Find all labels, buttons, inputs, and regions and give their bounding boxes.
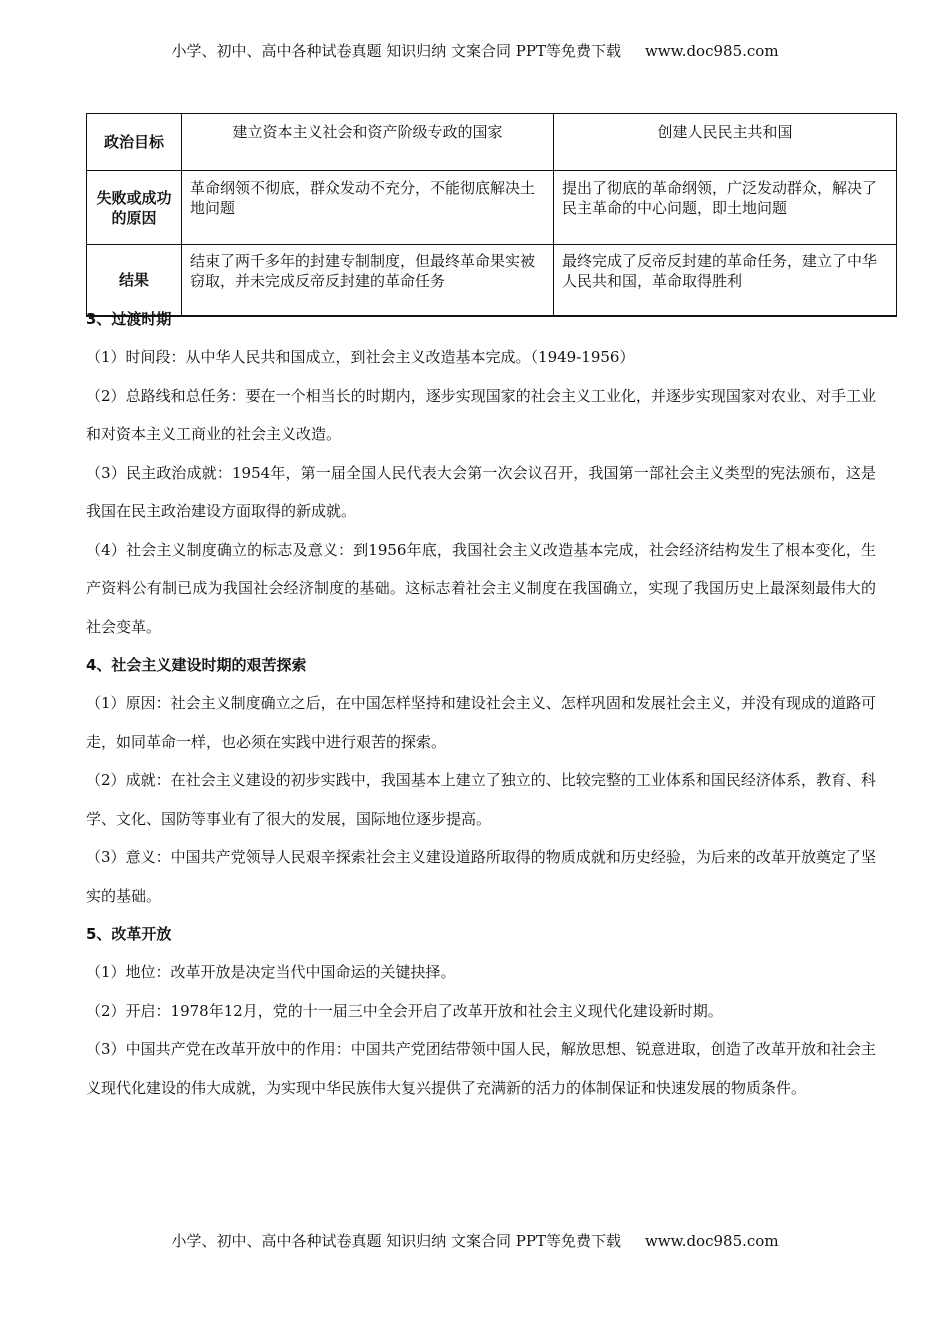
header-site-link[interactable]: www.doc985.com — [644, 42, 779, 60]
footer-site-link[interactable]: www.doc985.com — [644, 1232, 779, 1250]
cell-bourgeois-revolution: 结束了两千多年的封建专制制度，但最终革命果实被窃取，并未完成反帝反封建的革命任务 — [182, 245, 554, 317]
paragraph: （2）总路线和总任务：要在一个相当长的时期内，逐步实现国家的社会主义工业化，并逐步实现国家对农业、对手工业和对资本主义工商业的社会主义改造。 — [86, 386, 876, 443]
cell-new-democratic-revolution: 最终完成了反帝反封建的革命任务，建立了中华人民共和国，革命取得胜利 — [554, 245, 897, 317]
section-reform-opening — [86, 915, 876, 1107]
row-header-reason: 失败或成功的原因 — [87, 171, 182, 245]
main-content — [86, 300, 876, 1107]
paragraph: （4）社会主义制度确立的标志及意义：到1956年底，我国社会主义改造基本完成，社会经济结构发生了根本变化，生产资料公有制已成为我国社会经济制度的基础。这标志着社会主义制度在我国确立，实现了我国历史上最深刻最伟大的社会变革。 — [86, 540, 876, 636]
cell-bourgeois-revolution: 建立资本主义社会和资产阶级专政的国家 — [182, 114, 554, 171]
section-transition-period — [86, 300, 876, 646]
paragraph: （1）时间段：从中华人民共和国成立，到社会主义改造基本完成。（1949-1956） — [86, 348, 635, 366]
row-header-result: 结果 — [87, 245, 182, 317]
section-socialist-construction — [86, 646, 876, 915]
section-title: 5、改革开放 — [86, 925, 172, 943]
table-row — [87, 171, 897, 245]
paragraph: （2）成就：在社会主义建设的初步实践中，我国基本上建立了独立的、比较完整的工业体系和国民经济体系，教育、科学、文化、国防等事业有了很大的发展，国际地位逐步提高。 — [86, 771, 876, 828]
page-footer — [0, 1230, 950, 1251]
paragraph: （1）原因：社会主义制度确立之后，在中国怎样坚持和建设社会主义、怎样巩固和发展社会主义，并没有现成的道路可走，如同革命一样，也必须在实践中进行艰苦的探索。 — [86, 694, 876, 751]
comparison-table — [86, 113, 897, 317]
cell-new-democratic-revolution: 提出了彻底的革命纲领，广泛发动群众，解决了民主革命的中心问题，即土地问题 — [554, 171, 897, 245]
paragraph: （1）地位：改革开放是决定当代中国命运的关键抉择。 — [86, 963, 456, 981]
header-text: 小学、初中、高中各种试卷真题 知识归纳 文案合同 PPT等免费下载 — [171, 42, 621, 60]
footer-text: 小学、初中、高中各种试卷真题 知识归纳 文案合同 PPT等免费下载 — [171, 1232, 621, 1250]
paragraph: （3）中国共产党在改革开放中的作用：中国共产党团结带领中国人民，解放思想、锐意进取，创造了改革开放和社会主义现代化建设的伟大成就，为实现中华民族伟大复兴提供了充满新的活力的体制保证和快速发展的物质条件。 — [86, 1040, 876, 1097]
table-row — [87, 114, 897, 171]
cell-bourgeois-revolution: 革命纲领不彻底，群众发动不充分，不能彻底解决土地问题 — [182, 171, 554, 245]
paragraph: （3）民主政治成就：1954年，第一届全国人民代表大会第一次会议召开，我国第一部社会主义类型的宪法颁布，这是我国在民主政治建设方面取得的新成就。 — [86, 463, 876, 520]
section-title: 3、过渡时期 — [86, 310, 172, 328]
paragraph: （2）开启：1978年12月，党的十一届三中全会开启了改革开放和社会主义现代化建设新时期。 — [86, 1001, 723, 1020]
page-header — [0, 40, 950, 61]
row-header-political-goal: 政治目标 — [87, 114, 182, 171]
comparison-table-wrapper — [86, 113, 896, 317]
paragraph: （3）意义：中国共产党领导人民艰辛探索社会主义建设道路所取得的物质成就和历史经验，为后来的改革开放奠定了坚实的基础。 — [86, 848, 876, 905]
section-title: 4、社会主义建设时期的艰苦探索 — [86, 656, 307, 674]
cell-new-democratic-revolution: 创建人民民主共和国 — [554, 114, 897, 171]
